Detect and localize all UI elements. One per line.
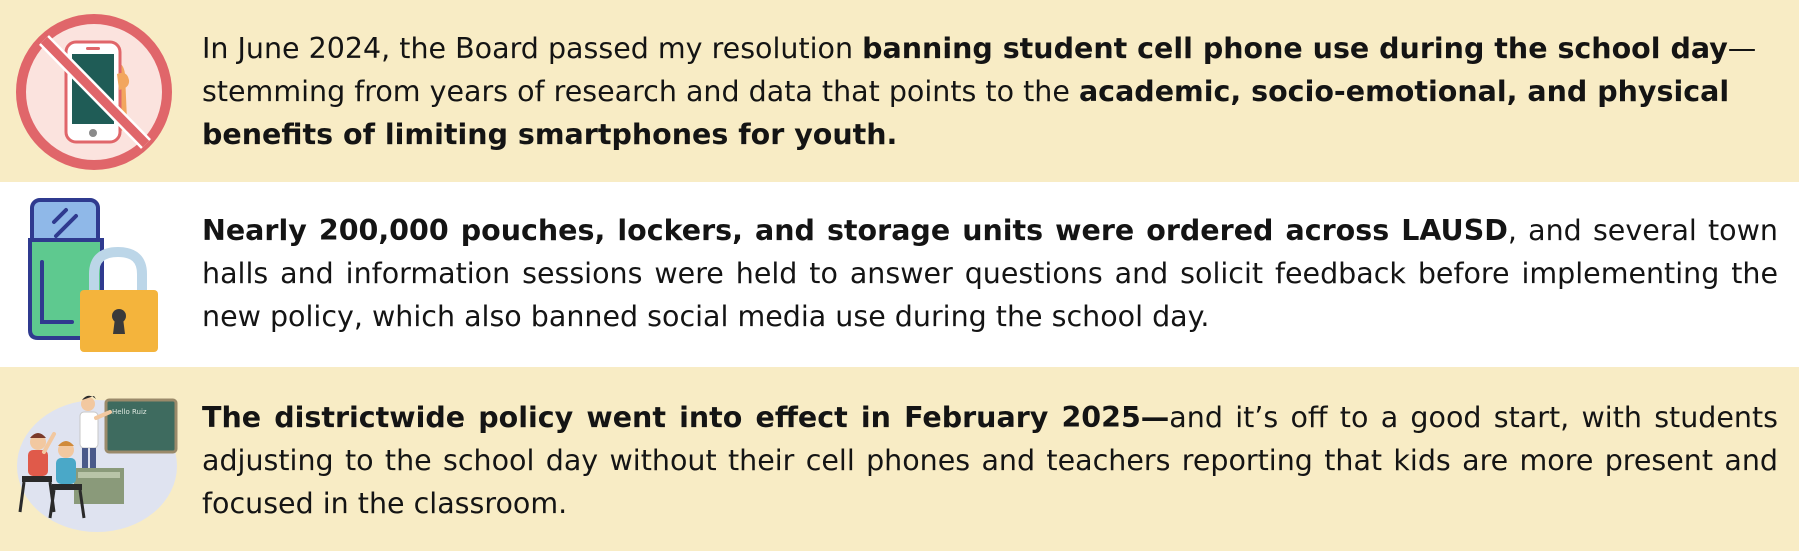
no-phone-icon — [14, 12, 174, 172]
text-segment: —stemming from years of research and data that points to the — [202, 32, 1757, 108]
text-segment-bold: The districtwide policy went into effect in February 2025— — [202, 401, 1170, 434]
text-segment-bold: banning student cell phone use during the school day — [862, 32, 1728, 65]
phone-pouch-lock-icon — [14, 192, 174, 352]
classroom-illustration-icon — [14, 394, 180, 532]
policy-effect-section — [0, 367, 1799, 551]
resolution-paragraph — [202, 27, 1778, 156]
policy-effect-paragraph — [202, 396, 1778, 525]
text-segment: , and several town halls and information sessions were held to answer questions and solicit feedback before implementing the new policy, which also banned social media use during the school day. — [202, 214, 1778, 333]
resolution-section — [0, 0, 1799, 182]
text-segment: and it’s off to a good start, with students adjusting to the school day without their cell phones and teachers reporting that kids are more present and focused in the classroom. — [202, 401, 1778, 520]
pouches-paragraph — [202, 209, 1778, 338]
text-segment-bold: Nearly 200,000 pouches, lockers, and storage units were ordered across LAUSD — [202, 214, 1508, 247]
text-segment: In June 2024, the Board passed my resolution — [202, 32, 863, 65]
chalkboard-text: Hello Ruiz — [112, 408, 147, 416]
pouches-section — [0, 182, 1799, 367]
text-segment-bold: academic, socio-emotional, and physical benefits of limiting smartphones for youth. — [202, 75, 1730, 151]
